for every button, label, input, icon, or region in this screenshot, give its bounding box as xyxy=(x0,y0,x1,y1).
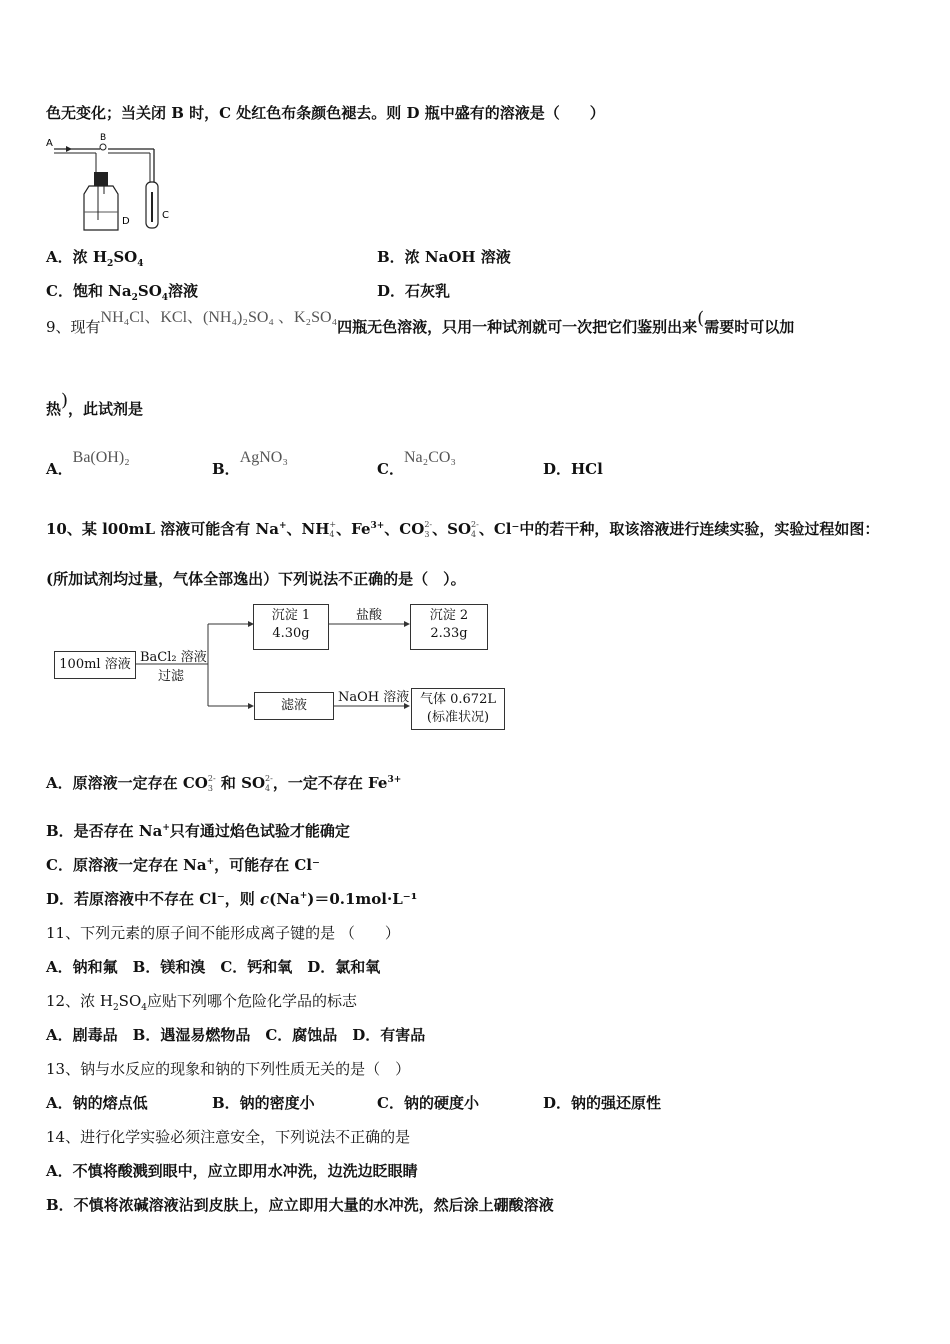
q10-stem-line2: (所加试剂均过量，气体全部逸出）下列说法不正确的是（ ）。 xyxy=(46,570,466,588)
q14-option-a: A．不慎将酸溅到眼中，应立即用水冲洗，边洗边眨眼睛 xyxy=(46,1162,418,1180)
q10-option-b: B．是否存在 Na+只有通过焰色试验才能确定 xyxy=(46,822,350,840)
q9-stem-line2: 热)，此试剂是 xyxy=(46,390,144,418)
q13-stem: 13、钠与水反应的现象和钠的下列性质无关的是（ ） xyxy=(46,1060,411,1078)
q10-option-a: A．原溶液一定存在 CO2- 3 和 SO2- 4 ，一定不存在 $Fe^{3+}$ xyxy=(46,774,402,793)
flow-gas-volume: 气体 0.672L xyxy=(420,692,496,707)
q14-option-b: B．不慎将浓碱溶液沾到皮肤上，应立即用大量的水冲洗，然后涂上硼酸溶液 xyxy=(46,1196,554,1214)
q9-option-c: C．Na₂CO₃ xyxy=(377,449,456,478)
q8-stem-tail: 色无变化；当关闭 B 时，C 处红色布条颜色褪去。则 D 瓶中盛有的溶液是（ ） xyxy=(46,104,605,122)
q13-option-a: A．钠的熔点低 xyxy=(46,1094,148,1112)
flow-start-box: 100ml 溶液 xyxy=(54,651,136,679)
flow-reagent1-label: BaCl₂ 溶液 xyxy=(140,650,207,665)
q14-stem: 14、进行化学实验必须注意安全，下列说法不正确的是 xyxy=(46,1128,411,1146)
flow-precipitate1-name: 沉淀 1 xyxy=(271,608,311,623)
flow-precipitate2-box xyxy=(410,604,488,650)
q12-stem: 12、浓 $H_2SO_4$应贴下列哪个危险化学品的标志 xyxy=(46,992,357,1013)
q8-option-a: A．浓 $H_2SO_4$ xyxy=(46,248,144,269)
flow-precipitate2-mass: 2.33g xyxy=(430,626,468,641)
apparatus-label-b: B xyxy=(100,133,107,143)
flow-gas-condition: (标准状况) xyxy=(426,710,490,725)
apparatus-label-a: A xyxy=(46,138,53,149)
q9-formula: NH₄Cl、KCl、(NH₄)₂SO₄ 、K₂SO₄ xyxy=(100,309,338,326)
q8-option-b: B．浓 NaOH 溶液 xyxy=(377,248,511,266)
q10-option-c: C．原溶液一定存在 Na+，可能存在 Cl⁻ xyxy=(46,856,320,874)
q12-options: A．剧毒品 B．遇湿易燃物品 C．腐蚀品 D．有害品 xyxy=(46,1026,426,1044)
q9-option-b: B．AgNO₃ xyxy=(212,449,288,478)
flow-naoh-label: NaOH 溶液 xyxy=(338,690,410,705)
q9-option-d: D．HCl xyxy=(543,460,603,478)
apparatus-label-d: D xyxy=(122,216,130,227)
q11-options: A．钠和氟 B．镁和溴 C．钙和氧 D．氯和氧 xyxy=(46,958,381,976)
q8-option-d: D．石灰乳 xyxy=(377,282,451,300)
q13-option-d: D．钠的强还原性 xyxy=(543,1094,662,1112)
flow-filtrate-box: 滤液 xyxy=(254,692,334,720)
flow-precipitate2-name: 沉淀 2 xyxy=(429,608,469,623)
q9-option-a: A．Ba(OH)₂ xyxy=(46,449,130,478)
flow-precipitate1-box xyxy=(253,604,329,650)
q11-stem: 11、下列元素的原子间不能形成离子键的是 （ ） xyxy=(46,924,400,942)
q10-option-d: D．若原溶液中不存在 Cl⁻，则 c(Na+)＝0.1mol·L⁻¹ xyxy=(46,890,418,908)
apparatus-label-c: C xyxy=(162,210,169,221)
q8-option-c: C．饱和 $Na_2SO_4$溶液 xyxy=(46,282,199,303)
flow-acid-label: 盐酸 xyxy=(356,608,383,623)
q10-stem-line1: 10、某 l00mL 溶液可能含有 Na+、NH+ 4 、$Fe^{3+}$、CO2- 3 、SO2- 4 、Cl⁻中的若干种，取该溶液进行连续实验，实验过程如图： xyxy=(46,520,880,539)
q9-stem-line1: 9、现有NH₄Cl、KCl、(NH₄)₂SO₄ 、K₂SO₄四瓶无色溶液，只用一种试剂就可一次把它们鉴别出来(需要时可以加 xyxy=(46,308,795,336)
q13-option-b: B．钠的密度小 xyxy=(212,1094,315,1112)
flow-precipitate1-mass: 4.30g xyxy=(272,626,310,641)
flow-filter-label: 过滤 xyxy=(158,669,185,684)
q13-option-c: C．钠的硬度小 xyxy=(377,1094,479,1112)
flow-gas-box xyxy=(411,688,505,730)
